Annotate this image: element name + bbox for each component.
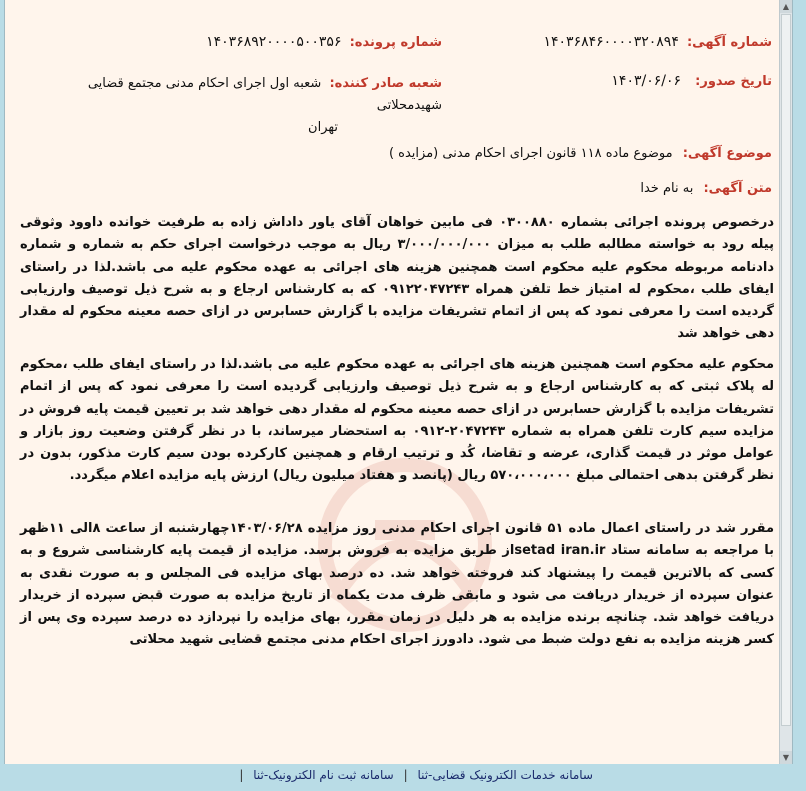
notice-number-label: شماره آگهی: <box>686 35 772 50</box>
footer-link-sana-services[interactable]: سامانه خدمات الکترونیک قضایی-ثنا <box>417 768 593 782</box>
scroll-thumb[interactable] <box>781 14 791 726</box>
scroll-up-icon[interactable]: ▲ <box>780 0 792 13</box>
paragraph-3-text: مقرر شد در راستای اعمال ماده ۵۱ قانون اجرای احکام مدنی روز مزایده ۱۴۰۳/۰۶/۲۸چهارشنبه از ساعت ۸الی ۱۱ظهر با مراجعه به سامانه ستاد setad iran.irاز طریق مزایده به فروش برسد. مزایده از قیمت پایه کارشناسی شروع و به کسی که بالاترین قیمت را پیشنهاد کند فروخته خواهد شد. ده درصد بهای مزایده فی المجلس و به صورت نقدی به عنوان سپرده از خریدار دریافت می شود و مابقی ظرف مدت یکماه از تاریخ مزایده به صورت قبض سپرده از خریدار دریافت خواهد شد. چنانچه برنده مزایده به هر دلیل در زمان مقرر، بهای مزایده را نپردازد ده درصد سپرده وی پس از کسر هزینه مزایده به نفع دولت ضبط می شود. دادورز اجرای احکام مدنی مجتمع قضایی شهید محلاتی <box>20 521 774 648</box>
footer-link-sana-registration[interactable]: سامانه ثبت نام الکترونیک-ثنا <box>253 768 394 782</box>
issuer-label: شعبه صادر کننده: <box>329 76 442 91</box>
footer-separator: | <box>403 768 408 782</box>
vertical-scrollbar[interactable] <box>779 0 792 764</box>
subject-label: موضوع آگهی: <box>682 146 772 161</box>
notice-text-label: متن آگهی: <box>703 181 772 196</box>
file-number-label: شماره پرونده: <box>349 35 442 50</box>
notice-panel <box>4 0 793 764</box>
issuer-line2: تهران <box>308 120 338 135</box>
subject-text: موضوع ماده ۱۱۸ قانون اجرای احکام مدنی (مزایده ) <box>388 146 673 161</box>
issue-date-value: ۱۴۰۳/۰۶/۰۶ <box>611 73 681 89</box>
paragraph-1 <box>20 212 774 346</box>
footer-bar <box>0 764 806 791</box>
file-number-value: ۱۴۰۳۶۸۹۲۰۰۰۰۵۰۰۳۵۶ <box>206 34 342 50</box>
notice-number-field <box>543 34 772 50</box>
issue-date-label: تاریخ صدور: <box>695 74 772 89</box>
subject-field <box>389 146 772 161</box>
footer-separator-end: | <box>239 768 244 782</box>
file-number-field <box>206 34 442 50</box>
notice-number-value: ۱۴۰۳۶۸۴۶۰۰۰۰۳۲۰۸۹۴ <box>543 34 679 50</box>
paragraph-3 <box>20 518 774 652</box>
issuer-field <box>32 73 442 139</box>
issuer-line1: شعبه اول اجرای احکام مدنی مجتمع قضایی شهیدمحلاتی <box>87 76 442 113</box>
paragraph-2 <box>20 354 774 488</box>
footer-links <box>233 768 593 782</box>
paragraph-1-text: درخصوص پرونده اجرائی بشماره ۰۳۰۰۸۸۰ فی مابین خواهان آقای یاور داداش زاده به طرفیت خوانده داوود وثوقی پیله رود به خواسته مطالبه طلب به میزان ۳/۰۰۰/۰۰۰/۰۰۰ ریال به موجب درخواست اجرای حکم به شماره و شماره دادنامه مربوطه محکوم علیه محکوم است همچنین هزینه های اجرائی به عهده محکوم علیه می باشد.لذا در راستای ایفای طلب ،محکوم له امتیاز خط تلفن همراه ۰۹۱۲۲۰۴۷۲۴۳ که به کارشناس ارجاع و به شرح ذیل توصیف وارزیابی گردیده است را معرفی نمود که پس از اتمام تشریفات مزایده با گزارش حسابرس در ازای حصه معینه محکوم له مقدار دهی خواهد شد <box>20 215 774 342</box>
issue-date-field <box>611 73 772 89</box>
notice-intro: به نام خدا <box>640 181 694 196</box>
scroll-down-icon[interactable]: ▼ <box>780 751 792 764</box>
notice-text-field <box>640 181 772 196</box>
paragraph-2-text: محکوم علیه محکوم است همچنین هزینه های اجرائی به عهده محکوم علیه می باشد.لذا در راستای ایفای طلب ،محکوم له پلاک ثبتی که به کارشناس ارجاع و به شرح ذیل توصیف وارزیابی گردیده است را معرفی نمود که پس از اتمام تشریفات مزایده با گزارش حسابرس در ازای حصه معینه محکوم له مقدار دهی خواهد شد بر تعیین قیمت پایه فروش در مزایده سیم کارت تلفن همراه به شماره ۲۰۴۷۲۴۳-۰۹۱۲ به استحضار میرساند، با در نظر گرفتن وضعیت روز بازار و عوامل موثر در قیمت گذاری، عرضه و تقاضا، کُد و ترتیب ارقام و همچنین کارکرده بودن سیم کارت مذکور، بدون در نظر گرفتن بدهی احتمالی مبلغ ۵۷۰،۰۰۰،۰۰۰ ریال (پانصد و هفتاد میلیون ریال) ارزش پایه مزایده اعلام میگردد. <box>20 357 775 484</box>
